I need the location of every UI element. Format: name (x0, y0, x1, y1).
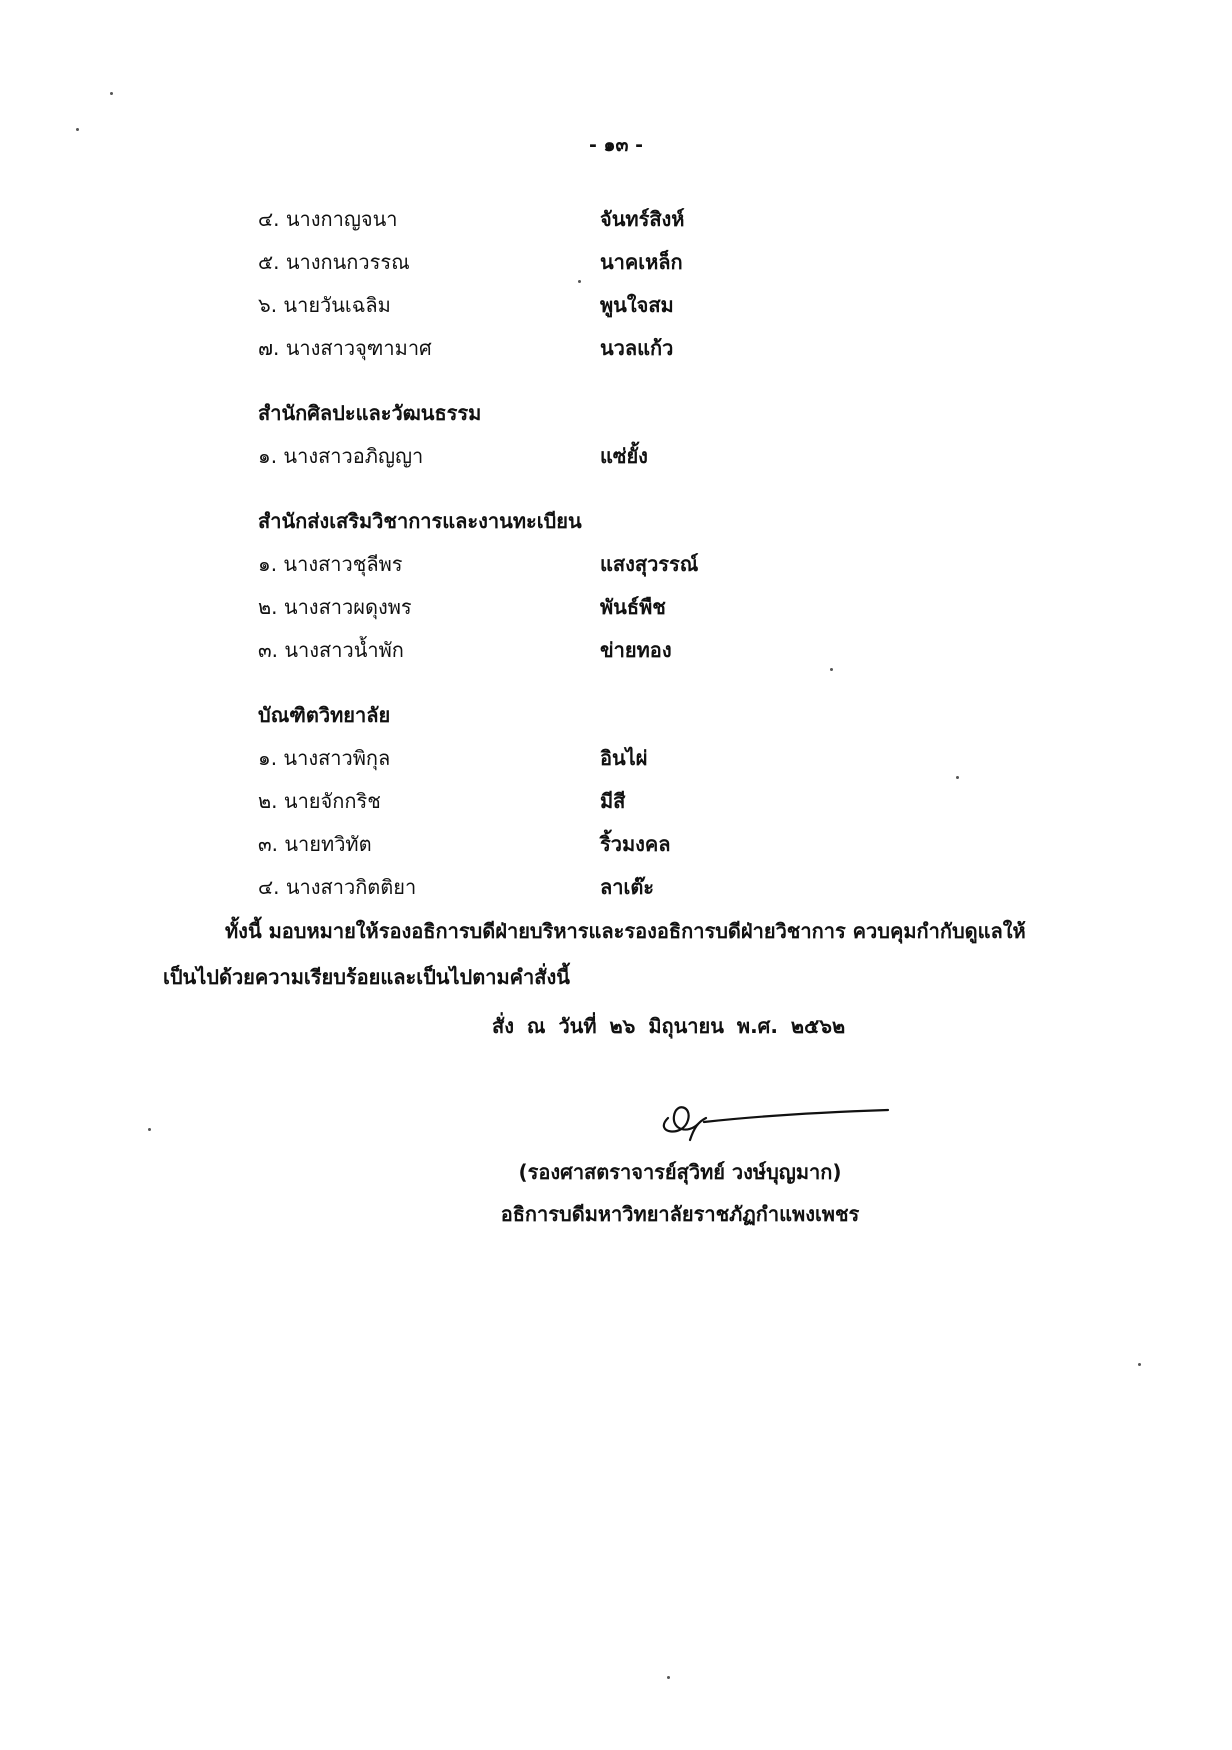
order-date: สั่ง ณ วันที่ ๒๖ มิถุนายน พ.ศ. ๒๕๖๒ (492, 1014, 846, 1038)
section-graduate-school (258, 694, 698, 909)
list-item (258, 780, 698, 823)
list-item (258, 866, 698, 909)
scan-speck (76, 128, 79, 131)
page-number: - ๑๓ - (588, 134, 644, 156)
member-last-name: แสงสุวรรณ์ (600, 552, 699, 576)
list-item (258, 284, 698, 327)
signature-icon (648, 1088, 898, 1148)
scan-speck (830, 668, 833, 671)
section-academic-registration (258, 500, 698, 672)
member-last-name: จันทร์สิงห์ (600, 207, 685, 231)
member-last-name: นาคเหล็ก (600, 250, 683, 274)
section-heading: สำนักส่งเสริมวิชาการและงานทะเบียน (258, 509, 582, 533)
member-list (258, 198, 698, 931)
list-item (258, 823, 698, 866)
list-item (258, 737, 698, 780)
section-arts-culture (258, 392, 698, 478)
scan-speck (148, 1128, 151, 1131)
closing-line-2: เป็นไปด้วยความเรียบร้อยและเป็นไปตามคำสั่งนี้ (163, 965, 570, 989)
section-heading: สำนักศิลปะและวัฒนธรรม (258, 401, 482, 425)
member-last-name: ข่ายทอง (600, 638, 672, 662)
list-item (258, 198, 698, 241)
signer-name: (รองศาสตราจารย์สุวิทย์ วงษ์บุญมาก) (518, 1160, 842, 1184)
signer-title: อธิการบดีมหาวิทยาลัยราชภัฏกำแพงเพชร (500, 1202, 860, 1226)
scan-speck (956, 776, 959, 779)
member-last-name: แซ่ยั้ง (600, 444, 648, 468)
member-last-name: นวลแก้ว (600, 336, 674, 360)
closing-line-1: ทั้งนี้ มอบหมายให้รองอธิการบดีฝ่ายบริหารและรองอธิการบดีฝ่ายวิชาการ ควบคุมกำกับดูแลให้ (225, 919, 1026, 943)
member-first-name: ๒. นางสาวผดุงพร (258, 595, 412, 619)
member-first-name: ๖. นายวันเฉลิม (258, 293, 391, 317)
member-last-name: อินไผ่ (600, 746, 648, 770)
member-first-name: ๑. นางสาวชุลีพร (258, 552, 403, 576)
member-first-name: ๑. นางสาวพิกุล (258, 746, 391, 770)
member-first-name: ๒. นายจักกริช (258, 789, 381, 813)
member-first-name: ๑. นางสาวอภิญญา (258, 444, 424, 468)
scan-speck (1138, 1363, 1141, 1366)
member-last-name: มีสี (600, 789, 626, 813)
scan-speck (110, 92, 113, 95)
member-last-name: ลาเต๊ะ (600, 875, 655, 899)
list-item (258, 586, 698, 629)
member-last-name: พูนใจสม (600, 293, 674, 317)
list-item (258, 629, 698, 672)
member-first-name: ๗. นางสาวจุฑามาศ (258, 336, 432, 360)
list-item (258, 241, 698, 284)
member-first-name: ๔. นางสาวกิตติยา (258, 875, 417, 899)
list-item (258, 327, 698, 370)
member-last-name: ริ้วมงคล (600, 832, 671, 856)
closing-paragraph (163, 908, 1093, 1000)
list-item (258, 435, 698, 478)
member-first-name: ๕. นางกนกวรรณ (258, 250, 410, 274)
member-last-name: พันธ์พืช (600, 595, 666, 619)
scan-speck (578, 280, 581, 283)
member-first-name: ๓. นางสาวน้ำพัก (258, 638, 404, 662)
member-first-name: ๔. นางกาญจนา (258, 207, 398, 231)
initial-list (258, 198, 698, 370)
member-first-name: ๓. นายทวิทัต (258, 832, 372, 856)
scan-speck (667, 1676, 670, 1679)
section-heading: บัณฑิตวิทยาลัย (258, 703, 391, 727)
list-item (258, 543, 698, 586)
